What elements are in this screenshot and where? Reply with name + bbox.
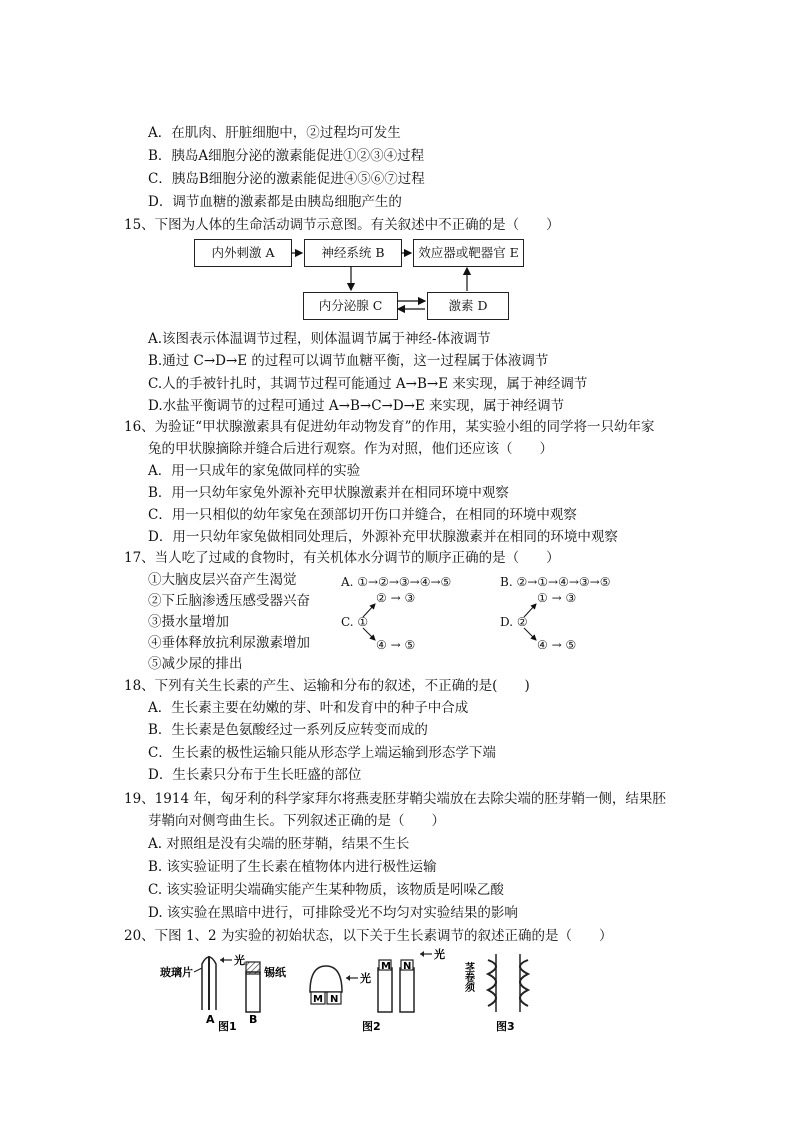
q20-stem: 20、下图 1、2 为实验的初始状态，以下关于生长素调节的叙述正确的是（ ） bbox=[124, 928, 613, 944]
label-tendril: 茎卷须 bbox=[462, 962, 474, 992]
q14-option-d: D．调节血糖的激素都是由胰岛细胞产生的 bbox=[148, 194, 402, 210]
label-fig2: 图2 bbox=[362, 1020, 381, 1033]
label-fig1: 图1 bbox=[218, 1020, 237, 1033]
q18-stem: 18、下列有关生长素的产生、运输和分布的叙述，不正确的是( ) bbox=[124, 678, 530, 694]
q17-option-c-top: ② → ③ bbox=[376, 591, 416, 605]
q14-option-a: A．在肌肉、肝脏细胞中，②过程均可发生 bbox=[148, 125, 401, 141]
label-a: A bbox=[206, 1013, 215, 1026]
q17-item-5: ⑤减少尿的排出 bbox=[148, 656, 243, 672]
q16-option-d: D．用一只幼年家兔做相同处理后，外源补充甲状腺激素并在相同的环境中观察 bbox=[148, 529, 618, 545]
label-b: B bbox=[249, 1013, 258, 1026]
box-nervous-system-b: 神经系统 B bbox=[304, 239, 402, 267]
q19-option-d: D. 该实验在黑暗中进行，可排除受光不均匀对实验结果的影响 bbox=[148, 905, 518, 921]
q17-c-arrow-down bbox=[363, 628, 375, 640]
q19-option-c: C. 该实验证明尖端确实能产生某种物质，该物质是吲哚乙酸 bbox=[148, 882, 504, 898]
q17-d-arrow-up bbox=[524, 604, 536, 617]
figure-1 bbox=[160, 953, 287, 1033]
q15-option-d: D.水盐平衡调节的过程可通过 A→B→C→D→E 来实现，属于神经调节 bbox=[148, 398, 565, 414]
q16-stem-line2: 兔的甲状腺摘除并缝合后进行观察。作为对照，他们还应该（ ） bbox=[148, 441, 553, 457]
q17-option-c-bottom: ④ → ⑤ bbox=[376, 638, 416, 652]
label-fig3: 图3 bbox=[496, 1020, 515, 1033]
tendril-left bbox=[488, 960, 496, 1006]
q19-stem-line1: 19、1914 年，匈牙利的科学家拜尔将燕麦胚芽鞘尖端放在去除尖端的胚芽鞘一侧，结果胚 bbox=[124, 791, 666, 807]
box-effector-e: 效应器或靶器官 E bbox=[413, 239, 524, 267]
coleoptile-b bbox=[246, 972, 260, 1012]
q15-stem: 15、下图为人体的生命活动调节示意图。有关叙述中不正确的是（ ） bbox=[124, 217, 560, 233]
q17-item-3: ③摄水量增加 bbox=[148, 614, 229, 630]
q15-option-b: B.通过 C→D→E 的过程可以调节血糖平衡，这一过程属于体液调节 bbox=[148, 353, 549, 369]
box-stimulus-a: 内外刺激 A bbox=[194, 239, 292, 267]
label-foil: 锡纸 bbox=[264, 966, 286, 979]
label-n-1: N bbox=[330, 994, 339, 1005]
q15-option-c: C.人的手被针扎时，其调节过程可能通过 A→B→E 来实现，属于神经调节 bbox=[148, 376, 588, 392]
label-light-2: 光 bbox=[360, 972, 371, 985]
q17-item-2: ②下丘脑渗透压感受器兴奋 bbox=[148, 593, 310, 609]
label-light-3: 光 bbox=[434, 948, 445, 961]
label-n-2: N bbox=[403, 961, 412, 972]
q19-option-b: B. 该实验证明了生长素在植物体内进行极性运输 bbox=[148, 859, 437, 875]
q14-option-b: B．胰岛A细胞分泌的激素能促进①②③④过程 bbox=[148, 148, 425, 164]
q16-option-b: B．用一只幼年家兔外源补充甲状腺激素并在相同环境中观察 bbox=[148, 485, 509, 501]
box-hormone-d: 激素 D bbox=[427, 292, 509, 320]
label-glass: 玻璃片 bbox=[160, 966, 193, 979]
q17-option-d-label: D. ② bbox=[500, 615, 528, 629]
q17-c-arrow-up bbox=[363, 604, 375, 617]
figure-3 bbox=[463, 954, 529, 1033]
q19-stem-line2: 芽鞘向对侧弯曲生长。下列叙述正确的是（ ） bbox=[148, 813, 445, 829]
q18-option-d: D．生长素只分布于生长旺盛的部位 bbox=[148, 767, 362, 783]
foil-cap bbox=[246, 962, 260, 974]
figure-2 bbox=[310, 948, 445, 1033]
q17-option-d-bottom: ④ → ⑤ bbox=[537, 638, 577, 652]
label-m-1: M bbox=[313, 994, 323, 1005]
q17-option-c-label: C. ① bbox=[341, 615, 369, 629]
q15-option-a: A.该图表示体温调节过程，则体温调节属于神经-体液调节 bbox=[148, 331, 491, 347]
q16-option-c: C．用一只相似的幼年家兔在颈部切开伤口并缝合，在相同的环境中观察 bbox=[148, 507, 577, 523]
q18-option-a: A．生长素主要在幼嫩的芽、叶和发育中的种子中合成 bbox=[148, 700, 469, 716]
q18-option-b: B．生长素是色氨酸经过一系列反应转变而成的 bbox=[148, 722, 428, 738]
q14-option-c: C．胰岛B细胞分泌的激素能促进④⑤⑥⑦过程 bbox=[148, 171, 425, 187]
tendril-right bbox=[520, 960, 528, 1006]
label-light-1: 光 bbox=[234, 954, 245, 967]
q17-stem: 17、当人吃了过咸的食物时，有关机体水分调节的顺序正确的是（ ） bbox=[124, 550, 560, 566]
q17-item-4: ④垂体释放抗利尿激素增加 bbox=[148, 635, 310, 651]
q16-stem-line1: 16、为验证“甲状腺激素具有促进幼年动物发育”的作用，某实验小组的同学将一只幼年家 bbox=[124, 419, 655, 435]
q17-d-arrow-down bbox=[524, 628, 536, 640]
q17-option-a: A. ①→②→③→④→⑤ bbox=[341, 575, 452, 589]
q17-option-b: B. ②→①→④→③→⑤ bbox=[500, 575, 611, 589]
q20-figures bbox=[150, 948, 570, 1033]
coleoptile-tip bbox=[310, 966, 342, 992]
label-m-2: M bbox=[381, 961, 391, 972]
q16-option-a: A．用一只成年的家兔做同样的实验 bbox=[148, 463, 361, 479]
q17-item-1: ①大脑皮层兴奋产生渴觉 bbox=[148, 572, 297, 588]
box-endocrine-c: 内分泌腺 C bbox=[303, 292, 398, 320]
q19-option-a: A. 对照组是没有尖端的胚芽鞘，结果不生长 bbox=[148, 836, 410, 852]
q18-option-c: C．生长素的极性运输只能从形态学上端运输到形态学下端 bbox=[148, 745, 496, 761]
q17-option-d-top: ① → ③ bbox=[537, 591, 577, 605]
